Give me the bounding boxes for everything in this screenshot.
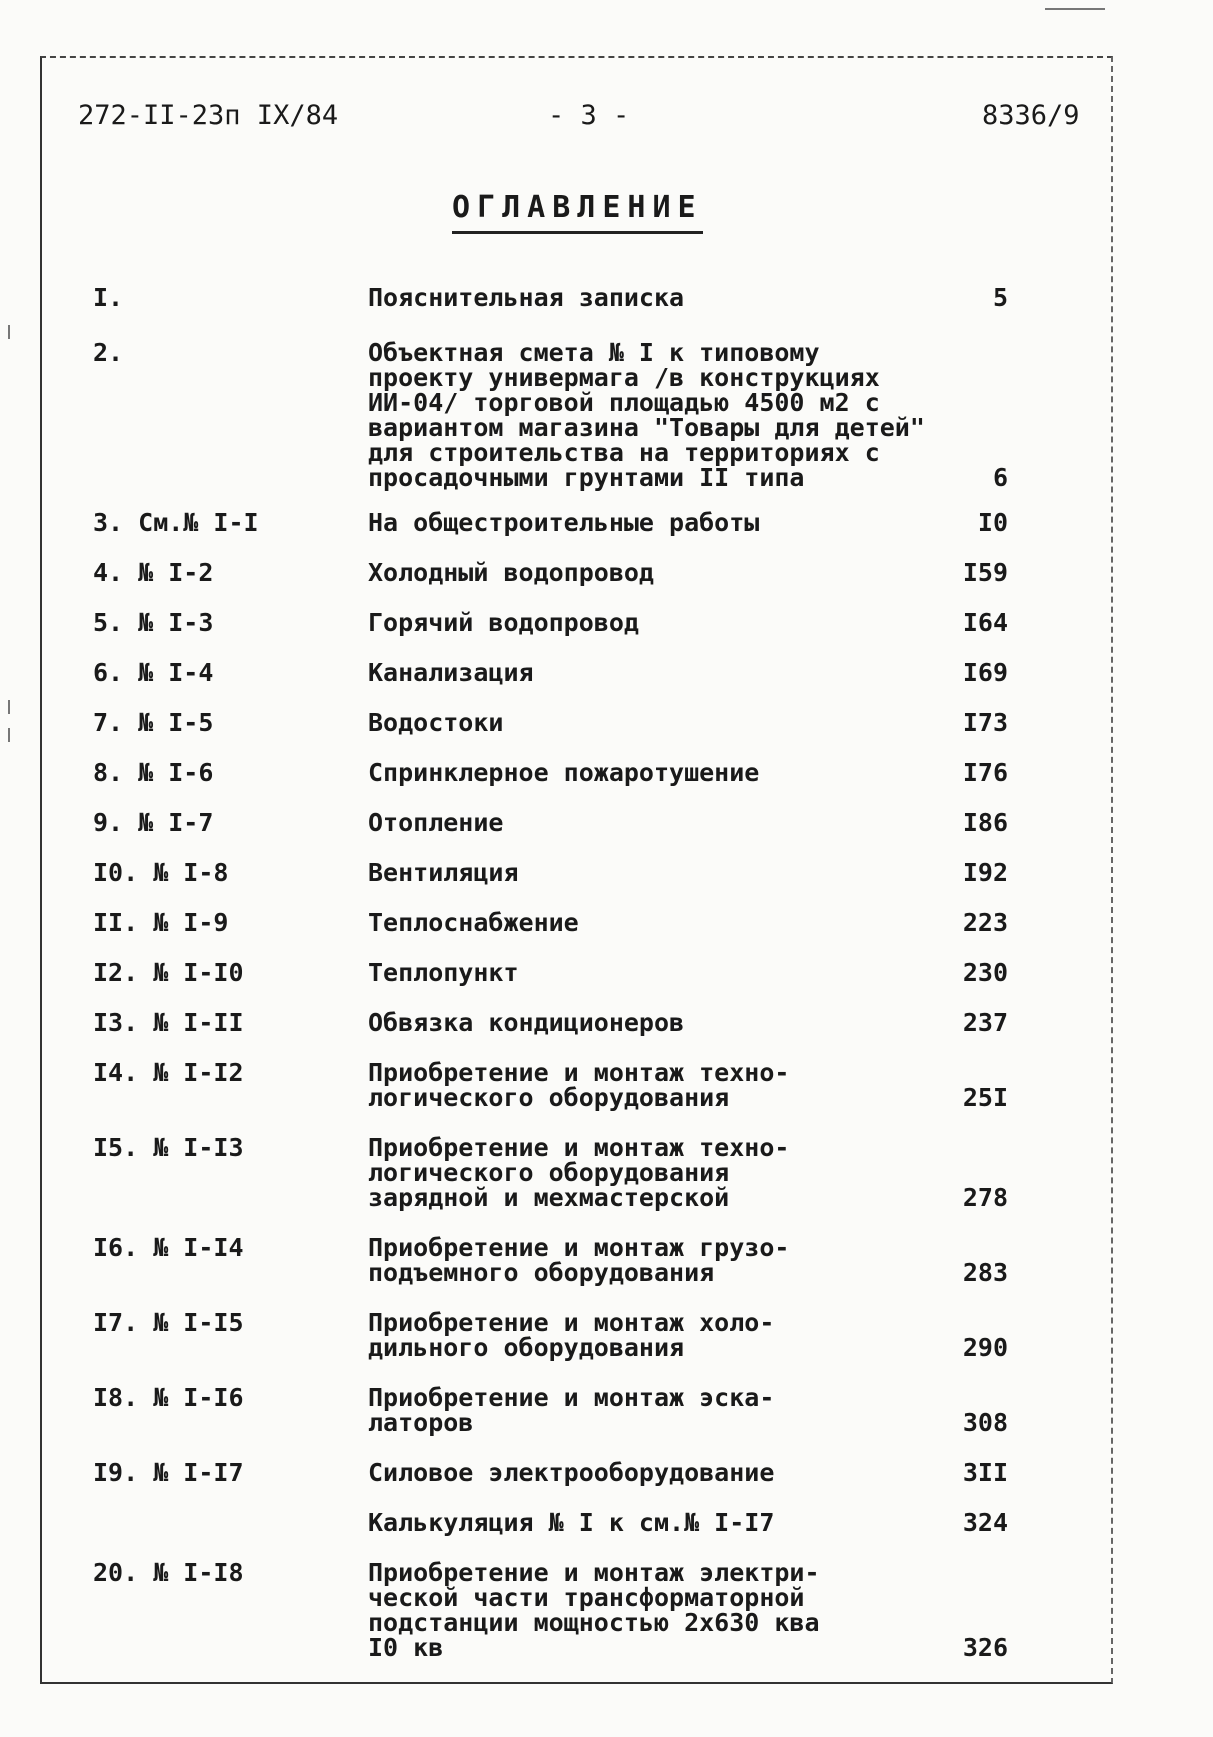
scan-mark bbox=[8, 325, 10, 339]
toc-entry-number: 3. См.№ I-I bbox=[93, 508, 259, 537]
toc-entry-page: 3II bbox=[962, 1458, 1008, 1487]
toc-entry-page: 5 bbox=[992, 283, 1008, 312]
toc-entry-title: Водостоки bbox=[368, 708, 504, 737]
toc-entry-title: Холодный водопровод bbox=[368, 558, 654, 587]
toc-entry-title: Приобретение и монтаж техно- логического оборудования зарядной и мехмастерской bbox=[368, 1133, 790, 1212]
toc-entry-page: I69 bbox=[962, 658, 1008, 687]
toc-entry-page: I0 bbox=[977, 508, 1008, 537]
toc-entry-title: На общестроительные работы bbox=[368, 508, 760, 537]
toc-entry-number: 6. № I-4 bbox=[93, 658, 214, 687]
toc-entry-title: Горячий водопровод bbox=[368, 608, 639, 637]
toc-entry-title: Вентиляция bbox=[368, 858, 519, 887]
toc-entry-number: 8. № I-6 bbox=[93, 758, 214, 787]
toc-entry-title: Приобретение и монтаж техно- логического оборудования bbox=[368, 1058, 790, 1112]
toc-entry-page: I64 bbox=[962, 608, 1008, 637]
toc-entry-number: I8. № I-I6 bbox=[93, 1383, 244, 1412]
toc-entry-page: 278 bbox=[962, 1183, 1008, 1212]
toc-entry-page: 326 bbox=[962, 1633, 1008, 1662]
toc-entry-page: 283 bbox=[962, 1258, 1008, 1287]
toc-entry-number: 5. № I-3 bbox=[93, 608, 214, 637]
toc-entry-page: I59 bbox=[962, 558, 1008, 587]
toc-entry-number: I7. № I-I5 bbox=[93, 1308, 244, 1337]
toc-entry-number: 4. № I-2 bbox=[93, 558, 214, 587]
toc-entry-title: Отопление bbox=[368, 808, 504, 837]
toc-entry-title: Приобретение и монтаж грузо- подъемного оборудования bbox=[368, 1233, 790, 1287]
page-title: ОГЛАВЛЕНИЕ bbox=[452, 190, 703, 234]
toc-entry-title: Приобретение и монтаж электри- ческой части трансформаторной подстанции мощностью 2х630 ква I0 кв bbox=[368, 1558, 820, 1662]
toc-entry-page: 230 bbox=[962, 958, 1008, 987]
toc-entry-title: Канализация bbox=[368, 658, 534, 687]
toc-entry-page: 6 bbox=[992, 463, 1008, 492]
toc-entry-number: 20. № I-I8 bbox=[93, 1558, 244, 1587]
toc-entry-title: Приобретение и монтаж холо- дильного оборудования bbox=[368, 1308, 775, 1362]
page-number: - 3 - bbox=[548, 100, 630, 131]
toc-entry-number: I6. № I-I4 bbox=[93, 1233, 244, 1262]
toc-entry-title: Калькуляция № I к см.№ I-I7 bbox=[368, 1508, 775, 1537]
toc-entry-number: II. № I-9 bbox=[93, 908, 229, 937]
archive-number: 8336/9 bbox=[982, 100, 1080, 131]
toc-entry-page: 223 bbox=[962, 908, 1008, 937]
toc-entry-title: Силовое электрооборудование bbox=[368, 1458, 775, 1487]
toc-entry-page: 324 bbox=[962, 1508, 1008, 1537]
toc-entry-number: 2. bbox=[93, 338, 124, 367]
toc-entry-page: 25I bbox=[962, 1083, 1008, 1112]
toc-entry-page: 237 bbox=[962, 1008, 1008, 1037]
toc-entry-title: Объектная смета № I к типовому проекту универмага /в конструкциях ИИ-04/ торговой площадью 4500 м2 с вариантом магазина "Товары для детей" для строительства на территориях с просадочными грунтами II типа bbox=[368, 338, 925, 492]
toc-entry-number: I0. № I-8 bbox=[93, 858, 229, 887]
toc-entry-number: I5. № I-I3 bbox=[93, 1133, 244, 1162]
scan-mark bbox=[8, 728, 10, 742]
scan-mark bbox=[1045, 8, 1105, 10]
toc-entry-number: I. bbox=[93, 283, 124, 312]
toc-entry-title: Теплоснабжение bbox=[368, 908, 579, 937]
toc-entry-page: I73 bbox=[962, 708, 1008, 737]
toc-entry-page: I92 bbox=[962, 858, 1008, 887]
scan-mark bbox=[8, 700, 10, 714]
toc-entry-number: I4. № I-I2 bbox=[93, 1058, 244, 1087]
toc-entry-number: I9. № I-I7 bbox=[93, 1458, 244, 1487]
toc-entry-page: I86 bbox=[962, 808, 1008, 837]
toc-entry-page: 290 bbox=[962, 1333, 1008, 1362]
toc-entry-number: 9. № I-7 bbox=[93, 808, 214, 837]
toc-entry-title: Приобретение и монтаж эска- латоров bbox=[368, 1383, 775, 1437]
toc-entry-page: 308 bbox=[962, 1408, 1008, 1437]
toc-entry-title: Спринклерное пожаротушение bbox=[368, 758, 760, 787]
toc-entry-title: Пояснительная записка bbox=[368, 283, 685, 312]
toc-entry-number: I2. № I-I0 bbox=[93, 958, 244, 987]
toc-entry-number: I3. № I-II bbox=[93, 1008, 244, 1037]
toc-entry-title: Теплопункт bbox=[368, 958, 519, 987]
toc-entry-number: 7. № I-5 bbox=[93, 708, 214, 737]
toc-entry-page: I76 bbox=[962, 758, 1008, 787]
document-code: 272-II-23п IX/84 bbox=[78, 100, 339, 131]
toc-entry-title: Обвязка кондиционеров bbox=[368, 1008, 685, 1037]
